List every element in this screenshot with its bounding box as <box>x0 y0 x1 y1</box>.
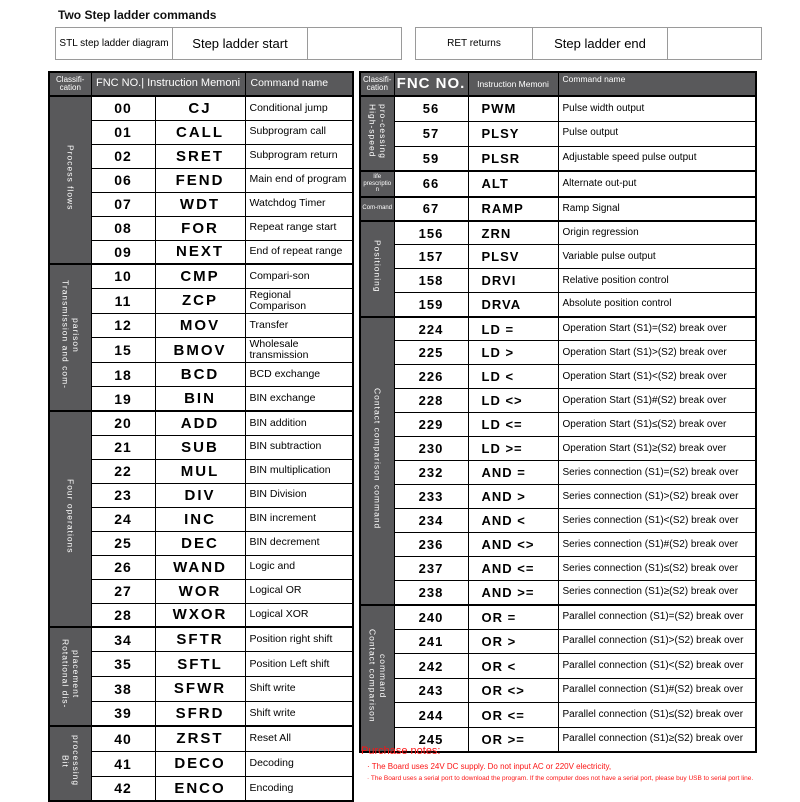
right-table-fnc-cell: 225 <box>394 341 468 365</box>
right-table-row <box>360 485 756 509</box>
left-table-fnc-cell: 34 <box>91 627 155 652</box>
left-table-memonic-cell: WAND <box>155 555 245 579</box>
right-table-row <box>360 605 756 630</box>
right-table-row <box>360 678 756 703</box>
left-table-memonic-cell: INC <box>155 507 245 531</box>
left-table-row <box>49 168 353 192</box>
right-table-row <box>360 703 756 728</box>
right-table-row <box>360 461 756 485</box>
left-table-row <box>49 459 353 483</box>
right-table-memonic-cell: RAMP <box>468 197 558 221</box>
step-ladder-end-box: Step ladder end <box>532 27 668 60</box>
left-table-row <box>49 313 353 337</box>
right-table-command-cell: Operation Start (S1)=(S2) break over <box>558 317 756 341</box>
stl-diagram-box: STL step ladder diagram <box>55 27 173 60</box>
right-table-row <box>360 437 756 461</box>
left-table-row <box>49 387 353 411</box>
left-table-row <box>49 337 353 362</box>
left-table-classification-cell <box>49 627 91 726</box>
right-table-memonic-cell: OR > <box>468 629 558 654</box>
left-table-command-cell: Conditional jump <box>245 96 353 120</box>
left-table-command-cell: BCD exchange <box>245 363 353 387</box>
left-table-row <box>49 192 353 216</box>
left-table-row <box>49 627 353 652</box>
left-table-command-cell: BIN Division <box>245 483 353 507</box>
right-table-classification-cell <box>360 197 394 221</box>
right-table-classification-cell <box>360 221 394 317</box>
classification-label: Four operations <box>65 479 76 554</box>
left-table-row <box>49 677 353 702</box>
right-table-command-cell: Series connection (S1)=(S2) break over <box>558 461 756 485</box>
right-table-classification-cell <box>360 317 394 605</box>
right-table-row <box>360 413 756 437</box>
left-table-memonic-cell: FEND <box>155 168 245 192</box>
left-table-fnc-cell: 38 <box>91 677 155 702</box>
right-table-command-cell: Relative position control <box>558 269 756 293</box>
left-table-fnc-cell: 10 <box>91 264 155 288</box>
right-table-row <box>360 293 756 317</box>
right-table-header-row <box>360 72 756 96</box>
left-table-fnc-cell: 21 <box>91 435 155 459</box>
right-table-row <box>360 654 756 679</box>
right-table-memonic-cell: PLSV <box>468 245 558 269</box>
left-table-command-cell: Logic and <box>245 555 353 579</box>
right-table-command-cell: Alternate out-put <box>558 171 756 197</box>
left-table-memonic-cell: SFTL <box>155 652 245 677</box>
left-header-fnc-memonic: FNC NO.| Instruction Memoni <box>91 72 245 96</box>
purchase-notes-title: Purchase notes: <box>361 745 441 757</box>
right-table-memonic-cell: AND >= <box>468 581 558 605</box>
left-table-memonic-cell: WXOR <box>155 603 245 627</box>
right-table-fnc-cell: 242 <box>394 654 468 679</box>
left-table-row <box>49 363 353 387</box>
right-table-command-cell: Variable pulse output <box>558 245 756 269</box>
right-table-command-cell: Pulse width output <box>558 96 756 121</box>
left-table-fnc-cell: 41 <box>91 751 155 776</box>
left-table-command-cell: Main end of program <box>245 168 353 192</box>
right-table-command-cell: Absolute position control <box>558 293 756 317</box>
right-table-memonic-cell: LD = <box>468 317 558 341</box>
ret-returns-box: RET returns <box>415 27 533 60</box>
right-table-memonic-cell: AND < <box>468 509 558 533</box>
right-table-fnc-cell: 229 <box>394 413 468 437</box>
left-table-memonic-cell: MUL <box>155 459 245 483</box>
right-table-command-cell: Series connection (S1)#(S2) break over <box>558 533 756 557</box>
right-table-row <box>360 533 756 557</box>
left-table-row <box>49 264 353 288</box>
left-header-classification: Classifi-cation <box>49 72 91 96</box>
page-title: Two Step ladder commands <box>58 8 217 22</box>
right-table-command-cell: Series connection (S1)≥(S2) break over <box>558 581 756 605</box>
left-table-row <box>49 216 353 240</box>
right-table-row <box>360 96 756 121</box>
right-table-memonic-cell: LD <= <box>468 413 558 437</box>
right-table-fnc-cell: 157 <box>394 245 468 269</box>
left-table-command-cell: Position Left shift <box>245 652 353 677</box>
left-table-fnc-cell: 12 <box>91 313 155 337</box>
right-table-memonic-cell: OR <= <box>468 703 558 728</box>
right-table-classification-cell <box>360 96 394 171</box>
left-table-memonic-cell: WDT <box>155 192 245 216</box>
left-table-command-cell: Encoding <box>245 776 353 801</box>
left-table-command-cell: End of repeat range <box>245 240 353 264</box>
right-table-command-cell: Operation Start (S1)>(S2) break over <box>558 341 756 365</box>
right-table-memonic-cell: AND <= <box>468 557 558 581</box>
right-table-memonic-cell: PLSY <box>468 121 558 146</box>
right-header-fnc-no: FNC NO. <box>394 72 468 96</box>
right-table-memonic-cell: OR = <box>468 605 558 630</box>
left-table-command-cell: Repeat range start <box>245 216 353 240</box>
step-ladder-start-box: Step ladder start <box>172 27 308 60</box>
left-table-row <box>49 288 353 313</box>
right-table-memonic-cell: PWM <box>468 96 558 121</box>
right-table-classification-cell <box>360 171 394 197</box>
left-table-fnc-cell: 01 <box>91 120 155 144</box>
right-table-memonic-cell: ZRN <box>468 221 558 245</box>
classification-label: Contact comparison command <box>367 628 388 723</box>
left-table-command-cell: Logical OR <box>245 579 353 603</box>
left-table-row <box>49 776 353 801</box>
right-table-memonic-cell: LD >= <box>468 437 558 461</box>
right-table-memonic-cell: ALT <box>468 171 558 197</box>
right-table-row <box>360 171 756 197</box>
left-table-classification-cell <box>49 411 91 627</box>
right-table-classification-cell <box>360 605 394 752</box>
left-table-row <box>49 96 353 120</box>
right-table-fnc-cell: 233 <box>394 485 468 509</box>
right-table-fnc-cell: 67 <box>394 197 468 221</box>
left-table-command-cell: Watchdog Timer <box>245 192 353 216</box>
right-table-command-cell: Parallel connection (S1)<(S2) break over <box>558 654 756 679</box>
left-table-memonic-cell: ZCP <box>155 288 245 313</box>
right-table-memonic-cell: OR <> <box>468 678 558 703</box>
left-table-fnc-cell: 18 <box>91 363 155 387</box>
left-table-memonic-cell: BIN <box>155 387 245 411</box>
right-table-fnc-cell: 244 <box>394 703 468 728</box>
left-table-fnc-cell: 42 <box>91 776 155 801</box>
right-header-classification: Classifi-cation <box>360 72 394 96</box>
right-table-row <box>360 269 756 293</box>
right-table-command-cell: Origin regression <box>558 221 756 245</box>
left-table-row <box>49 579 353 603</box>
right-table-row <box>360 581 756 605</box>
left-table-memonic-cell: CJ <box>155 96 245 120</box>
left-table-command-cell: Shift write <box>245 677 353 702</box>
left-table-command-cell: BIN addition <box>245 411 353 435</box>
right-table-command-cell: Parallel connection (S1)#(S2) break over <box>558 678 756 703</box>
left-table-fnc-cell: 11 <box>91 288 155 313</box>
left-table-classification-cell <box>49 264 91 411</box>
right-table-fnc-cell: 238 <box>394 581 468 605</box>
left-table-memonic-cell: DECO <box>155 751 245 776</box>
left-table-command-cell: BIN subtraction <box>245 435 353 459</box>
right-table-fnc-cell: 158 <box>394 269 468 293</box>
right-header-command-name: Command name <box>558 72 756 96</box>
left-table-fnc-cell: 23 <box>91 483 155 507</box>
classification-label: Transmission and com-parison <box>60 280 81 390</box>
right-table-command-cell: Pulse output <box>558 121 756 146</box>
right-table-fnc-cell: 240 <box>394 605 468 630</box>
left-table-memonic-cell: ADD <box>155 411 245 435</box>
right-table-fnc-cell: 241 <box>394 629 468 654</box>
left-table-memonic-cell: SFTR <box>155 627 245 652</box>
right-table-command-cell: Series connection (S1)<(S2) break over <box>558 509 756 533</box>
right-table-fnc-cell: 234 <box>394 509 468 533</box>
right-table-fnc-cell: 228 <box>394 389 468 413</box>
right-table-fnc-cell: 59 <box>394 146 468 171</box>
right-table-command-cell: Adjustable speed pulse output <box>558 146 756 171</box>
purchase-note-line-2: · The Board uses a serial port to download the program. If the computer does not have a serial port, please buy USB to serial port line. <box>367 775 754 782</box>
left-table-memonic-cell: SFWR <box>155 677 245 702</box>
classification-label: Rotational dis-placement <box>60 639 81 709</box>
left-table-memonic-cell: BCD <box>155 363 245 387</box>
right-table-command-cell: Ramp Signal <box>558 197 756 221</box>
right-table-memonic-cell: LD < <box>468 365 558 389</box>
left-table-command-cell: Logical XOR <box>245 603 353 627</box>
left-table-row <box>49 240 353 264</box>
ret-command-group <box>415 27 761 60</box>
left-table-command-cell: Transfer <box>245 313 353 337</box>
left-table-fnc-cell: 06 <box>91 168 155 192</box>
left-table-command-cell: Subprogram return <box>245 144 353 168</box>
left-table-fnc-cell: 26 <box>91 555 155 579</box>
left-table-memonic-cell: DEC <box>155 531 245 555</box>
right-table-memonic-cell: DRVA <box>468 293 558 317</box>
right-table-fnc-cell: 156 <box>394 221 468 245</box>
left-table-row <box>49 120 353 144</box>
left-table-row <box>49 652 353 677</box>
left-table-memonic-cell: MOV <box>155 313 245 337</box>
left-table-fnc-cell: 19 <box>91 387 155 411</box>
left-table-memonic-cell: BMOV <box>155 337 245 362</box>
left-table-memonic-cell: ENCO <box>155 776 245 801</box>
left-table-command-cell: BIN multiplication <box>245 459 353 483</box>
left-table-row <box>49 531 353 555</box>
right-table-fnc-cell: 159 <box>394 293 468 317</box>
right-table-fnc-cell: 232 <box>394 461 468 485</box>
left-table-fnc-cell: 28 <box>91 603 155 627</box>
left-table-command-cell: Compari-son <box>245 264 353 288</box>
right-table-fnc-cell: 236 <box>394 533 468 557</box>
right-table-memonic-cell: LD <> <box>468 389 558 413</box>
left-table-memonic-cell: SUB <box>155 435 245 459</box>
classification-label: Bit processing <box>60 735 81 787</box>
right-table-fnc-cell: 56 <box>394 96 468 121</box>
right-table-fnc-cell: 224 <box>394 317 468 341</box>
left-table-memonic-cell: DIV <box>155 483 245 507</box>
right-table-fnc-cell: 66 <box>394 171 468 197</box>
right-table-command-cell: Parallel connection (S1)=(S2) break over <box>558 605 756 630</box>
left-table-fnc-cell: 24 <box>91 507 155 531</box>
left-table-classification-cell <box>49 726 91 801</box>
right-table-memonic-cell: LD > <box>468 341 558 365</box>
left-table-fnc-cell: 09 <box>91 240 155 264</box>
left-table-fnc-cell: 27 <box>91 579 155 603</box>
left-table-row <box>49 701 353 726</box>
left-table-fnc-cell: 02 <box>91 144 155 168</box>
right-table-row <box>360 197 756 221</box>
right-table-command-cell: Series connection (S1)≤(S2) break over <box>558 557 756 581</box>
left-table-command-cell: Shift write <box>245 701 353 726</box>
left-table-row <box>49 435 353 459</box>
right-table-fnc-cell: 230 <box>394 437 468 461</box>
left-table-fnc-cell: 40 <box>91 726 155 751</box>
right-table-row <box>360 317 756 341</box>
right-table-fnc-cell: 57 <box>394 121 468 146</box>
right-table-command-cell: Operation Start (S1)#(S2) break over <box>558 389 756 413</box>
right-table-command-cell: Parallel connection (S1)>(S2) break over <box>558 629 756 654</box>
right-table-command-cell: Series connection (S1)>(S2) break over <box>558 485 756 509</box>
right-table-row <box>360 245 756 269</box>
classification-label: Com-mand <box>362 205 393 212</box>
left-table-command-cell: Subprogram call <box>245 120 353 144</box>
right-table-memonic-cell: AND <> <box>468 533 558 557</box>
left-table-memonic-cell: WOR <box>155 579 245 603</box>
left-table-row <box>49 603 353 627</box>
left-table-memonic-cell: FOR <box>155 216 245 240</box>
right-table-row <box>360 557 756 581</box>
right-table-memonic-cell: AND > <box>468 485 558 509</box>
right-table-row <box>360 509 756 533</box>
left-table-memonic-cell: ZRST <box>155 726 245 751</box>
classification-label: Positioning <box>372 239 383 293</box>
left-header-command-name: Command name <box>245 72 353 96</box>
stl-command-group <box>55 27 401 60</box>
right-command-table <box>359 71 757 753</box>
left-table-command-cell: Reset All <box>245 726 353 751</box>
right-table-row <box>360 221 756 245</box>
right-table-row <box>360 365 756 389</box>
right-table-fnc-cell: 226 <box>394 365 468 389</box>
right-table-memonic-cell: DRVI <box>468 269 558 293</box>
empty-box-right <box>667 27 762 60</box>
purchase-note-line-1: · The Board uses 24V DC supply. Do not input AC or 220V electricity, <box>367 762 612 771</box>
left-table-fnc-cell: 15 <box>91 337 155 362</box>
left-table-classification-cell <box>49 96 91 264</box>
left-table-command-cell: BIN exchange <box>245 387 353 411</box>
left-table-fnc-cell: 20 <box>91 411 155 435</box>
right-table-memonic-cell: PLSR <box>468 146 558 171</box>
classification-label: Process flows <box>65 144 76 211</box>
left-table-memonic-cell: CMP <box>155 264 245 288</box>
left-table-fnc-cell: 00 <box>91 96 155 120</box>
right-table-memonic-cell: AND = <box>468 461 558 485</box>
left-table-row <box>49 751 353 776</box>
right-table-command-cell: Operation Start (S1)<(S2) break over <box>558 365 756 389</box>
left-table-command-cell: Position right shift <box>245 627 353 652</box>
right-table-row <box>360 121 756 146</box>
right-header-instruction-memonic: Instruction Memoni <box>468 72 558 96</box>
left-table-fnc-cell: 07 <box>91 192 155 216</box>
right-table-command-cell: Operation Start (S1)≥(S2) break over <box>558 437 756 461</box>
left-table-row <box>49 507 353 531</box>
left-table-row <box>49 144 353 168</box>
left-table-memonic-cell: SFRD <box>155 701 245 726</box>
right-table-command-cell: Parallel connection (S1)≤(S2) break over <box>558 703 756 728</box>
right-table-command-cell: Parallel connection (S1)≥(S2) break over <box>558 727 756 752</box>
left-table-command-cell: Wholesale transmission <box>245 337 353 362</box>
right-table-fnc-cell: 237 <box>394 557 468 581</box>
left-table-fnc-cell: 25 <box>91 531 155 555</box>
left-table-row <box>49 483 353 507</box>
right-table-fnc-cell: 243 <box>394 678 468 703</box>
right-table-memonic-cell: OR < <box>468 654 558 679</box>
purchase-notes <box>361 745 755 782</box>
left-table-command-cell: Regional Comparison <box>245 288 353 313</box>
right-table-command-cell: Operation Start (S1)≤(S2) break over <box>558 413 756 437</box>
classification-label: High-speed pro-cessing <box>367 103 388 159</box>
right-table-row <box>360 146 756 171</box>
right-table-fnc-cell: 245 <box>394 727 468 752</box>
left-table-memonic-cell: NEXT <box>155 240 245 264</box>
left-table-memonic-cell: CALL <box>155 120 245 144</box>
classification-label: life prescription <box>363 174 392 194</box>
left-table-command-cell: Decoding <box>245 751 353 776</box>
left-table-row <box>49 555 353 579</box>
right-table-row <box>360 389 756 413</box>
right-table-row <box>360 341 756 365</box>
empty-box-left <box>307 27 402 60</box>
classification-label: Contact comparison command <box>372 387 383 529</box>
left-table-row <box>49 411 353 435</box>
left-table-command-cell: BIN increment <box>245 507 353 531</box>
left-table-memonic-cell: SRET <box>155 144 245 168</box>
left-table-fnc-cell: 22 <box>91 459 155 483</box>
left-table-fnc-cell: 35 <box>91 652 155 677</box>
left-table-command-cell: BIN decrement <box>245 531 353 555</box>
left-command-table <box>48 71 354 802</box>
left-table-fnc-cell: 39 <box>91 701 155 726</box>
left-table-row <box>49 726 353 751</box>
right-table-memonic-cell: OR >= <box>468 727 558 752</box>
right-table-row <box>360 629 756 654</box>
left-table-fnc-cell: 08 <box>91 216 155 240</box>
left-table-header-row <box>49 72 353 96</box>
